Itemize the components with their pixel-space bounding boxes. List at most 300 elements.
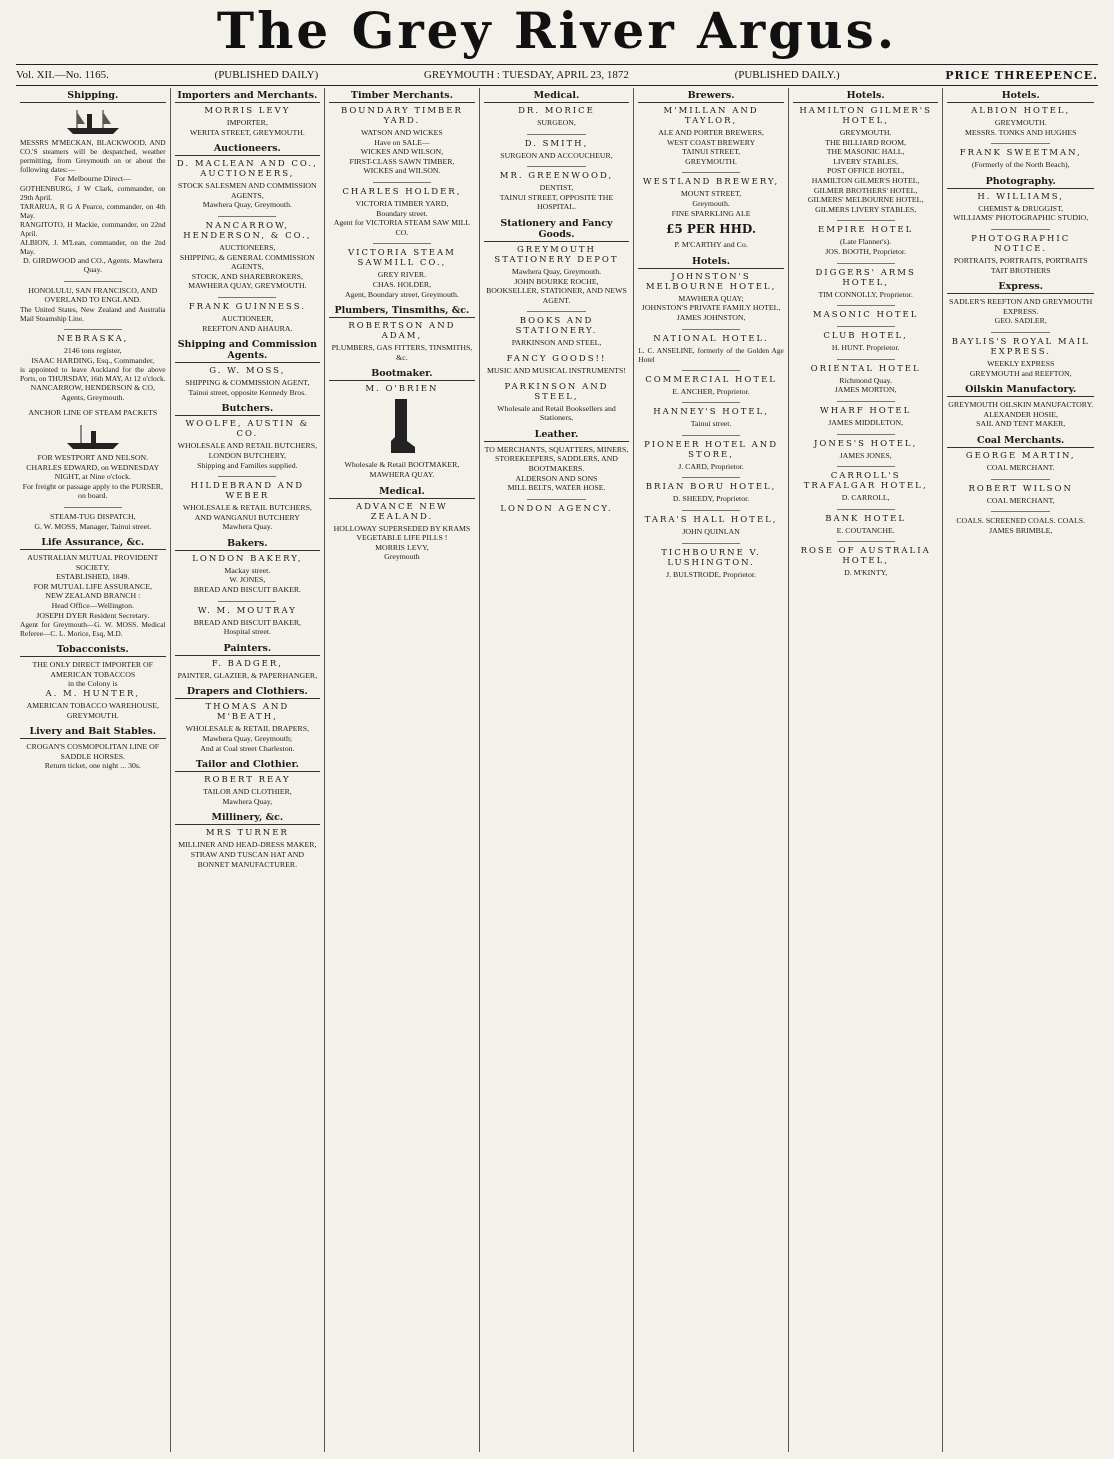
ad-text: MILLINER AND HEAD-DRESS MAKER, — [178, 840, 317, 850]
ad-oriental-hotel — [793, 364, 939, 395]
ad-title: WHARF HOTEL — [820, 405, 912, 416]
separator — [837, 305, 895, 306]
ad-text: Wholesale & Retail BOOTMAKER, — [344, 460, 460, 470]
ad-text: E. ANCHER, Proprietor. — [672, 386, 750, 396]
separator — [837, 220, 895, 221]
section-head-hotels: Hotels. — [793, 90, 939, 103]
ad-title: GREYMOUTH STATIONERY DEPOT — [494, 244, 619, 265]
ad-text: AUCTIONEERS, — [219, 242, 276, 252]
ad-title: CLUB HOTEL, — [823, 331, 908, 342]
ad-text: LIVERY STABLES, — [833, 156, 899, 166]
ad-text: FIRST-CLASS SAWN TIMBER, — [349, 156, 455, 166]
ad-text: PAINTER, GLAZIER, & PAPERHANGER, — [177, 670, 318, 680]
ad-title: HANNEY'S HOTEL, — [653, 407, 769, 418]
ad-text: JOHN QUINLAN — [682, 526, 740, 536]
separator — [218, 601, 276, 602]
ad-amp — [20, 553, 166, 638]
volume-number: Vol. XII.—No. 1165. — [16, 69, 109, 81]
ad-moss — [175, 366, 321, 397]
ad-title: A. M. HUNTER, — [45, 689, 141, 700]
ad-text: PARKINSON AND STEEL, — [511, 338, 602, 348]
ad-london-bakery — [175, 554, 321, 595]
ad-text: CHARLES EDWARD, on WEDNESDAY NIGHT, at Nine o'clock. — [26, 462, 160, 482]
ad-text: D. M'KINTY, — [844, 568, 888, 578]
ad-martin — [947, 451, 1094, 473]
ad-text: L. C. ANSELINE, formerly of the Golden Age Hotel — [638, 345, 784, 364]
ad-title: JOHNSTON'S MELBOURNE HOTEL, — [645, 271, 777, 292]
section-head-importers: Importers and Merchants. — [175, 90, 321, 103]
ad-text: Agent for VICTORIA STEAM SAW MILL CO. — [333, 218, 471, 237]
ad-text: ESTABLISHED, 1849. — [56, 572, 130, 582]
ad-title: EMPIRE HOTEL — [818, 225, 914, 236]
ad-title: PIONEER HOTEL AND STORE, — [644, 439, 779, 460]
ad-title: NATIONAL HOTEL. — [653, 333, 769, 344]
section-head-hotels: Hotels. — [638, 256, 784, 269]
ad-price-highlight: £5 PER HHD. — [666, 222, 757, 237]
ad-title: MR. GREENWOOD, — [499, 171, 614, 182]
ad-text: JAMES BRIMBLE, — [989, 525, 1053, 535]
ad-guinness — [175, 302, 321, 333]
published-left: (PUBLISHED DAILY) — [214, 69, 319, 81]
ad-title: ANCHOR LINE OF STEAM PACKETS — [28, 408, 158, 418]
ad-books — [484, 316, 630, 348]
ad-text: Return ticket, one night ... 30s. — [44, 761, 141, 771]
section-head-bakers: Bakers. — [175, 538, 321, 551]
ad-text: THE ONLY DIRECT IMPORTER OF AMERICAN TOBACCOS — [32, 660, 154, 679]
ad-brimble — [947, 516, 1094, 535]
ad-text: GOTHENBURG, J W Clark, commander, on 29th April. — [20, 183, 166, 202]
ad-text: WHOLESALE & RETAIL DRAPERS, — [185, 724, 310, 734]
ad-text: D. SHEEDY, Proprietor. — [672, 494, 750, 504]
ad-title: NEBRASKA, — [57, 333, 129, 344]
ad-text: (Formerly of the North Beach), — [971, 160, 1070, 170]
ad-text: D. GIRDWOOD and CO., Agents. Mawhera Quay. — [22, 255, 163, 275]
ad-national-hotel — [638, 334, 784, 364]
section-head-oilskin: Oilskin Manufactory. — [947, 384, 1094, 397]
ad-brian-boru-hotel — [638, 482, 784, 504]
ad-title: BOUNDARY TIMBER YARD. — [340, 106, 463, 126]
separator — [837, 401, 895, 402]
ad-joness-hotel — [793, 439, 939, 461]
ad-text: Shipping and Families supplied. — [197, 460, 298, 470]
ad-title: MORRIS LEVY — [204, 106, 291, 116]
ad-text: SURGEON, — [537, 118, 576, 127]
separator — [682, 172, 740, 173]
ad-text: in the Colony is — [67, 679, 118, 689]
ad-london-agency — [484, 504, 630, 514]
ad-text: G. W. MOSS, Manager, Tainui street. — [34, 521, 152, 531]
ad-text: The United States, New Zealand and Australia Mail Steamship Line. — [20, 304, 166, 323]
place-date: GREYMOUTH : TUESDAY, APRIL 23, 1872 — [423, 69, 629, 81]
ad-text: JAMES JOHNSTON, — [676, 312, 746, 322]
separator — [837, 509, 895, 510]
ad-text: WEST COAST BREWERY — [667, 137, 756, 147]
ad-tait-brothers — [947, 234, 1094, 275]
section-head-hotels: Hotels. — [947, 90, 1094, 103]
ad-title: TO MERCHANTS, SQUATTERS, MINERS, STOREKEEPERS, SADDLERS, AND BOOTMAKERS. — [484, 444, 629, 473]
ad-text: HOLLOWAY SUPERSEDED BY KRAMS VEGETABLE LIFE PILLS ! — [333, 523, 471, 543]
ad-text: IMPORTER, — [226, 118, 268, 127]
ad-victoria-sawmill — [329, 248, 475, 299]
ad-text: BREAD AND BISCUIT BAKER, — [193, 617, 301, 627]
ad-title: CARROLL'S TRAFALGAR HOTEL, — [803, 471, 928, 492]
ad-text: NANCARROW, HENDERSON & CO, Agents, Greymouth. — [30, 383, 155, 402]
ad-text: GREYMOUTH. — [685, 156, 737, 166]
separator — [527, 134, 585, 135]
ad-title: JONES'S HOTEL, — [813, 438, 918, 449]
ad-text: SHIPPING, & GENERAL COMMISSION AGENTS, — [179, 252, 315, 272]
ad-title: D. MACLEAN AND CO., AUCTIONEERS, — [176, 159, 318, 180]
ad-text: Mawhera Quay. — [222, 522, 273, 532]
ad-title: THOMAS AND M'BEATH, — [205, 702, 290, 723]
ad-text: Mawhera Quay, Greymouth. — [202, 200, 292, 210]
ad-text: Mawhera Quay, Greymouth; — [202, 734, 293, 744]
ad-carrolls-hotel — [793, 471, 939, 503]
ad-hildebrand — [175, 481, 321, 532]
separator — [218, 216, 276, 217]
separator — [682, 477, 740, 478]
separator — [682, 329, 740, 330]
ad-text: (Late Flanner's). — [840, 237, 892, 247]
ad-text: ALBION, J. M'Lean, commander, on the 2nd May. — [20, 237, 166, 256]
ad-text: MOUNT STREET, — [680, 189, 742, 199]
ad-text: GREYMOUTH and REEFTON, — [969, 368, 1072, 378]
ad-text: Mawhera Quay, — [222, 796, 273, 806]
masthead — [0, 0, 1114, 62]
ad-text: Head Office—Wellington. — [51, 601, 134, 611]
separator — [682, 435, 740, 436]
column-5 — [634, 88, 789, 1452]
ad-title: TICHBOURNE V. LUSHINGTON. — [661, 547, 761, 568]
ad-title: WESTLAND BREWERY, — [642, 177, 780, 188]
ad-title: FANCY GOODS!! — [506, 353, 607, 364]
ad-text: JAMES MORTON, — [834, 385, 897, 395]
ad-text: TAINUI STREET, OPPOSITE THE HOSPITAL. — [499, 192, 614, 212]
ad-title: NANCARROW, HENDERSON, & CO., — [183, 220, 312, 241]
separator — [682, 370, 740, 371]
ad-title: VICTORIA STEAM SAWMILL CO., — [348, 248, 456, 269]
ad-text: Tainui street. — [690, 419, 732, 429]
ad-text: AMERICAN TOBACCO WAREHOUSE, GREYMOUTH. — [26, 701, 159, 720]
ad-title: COMMERCIAL HOTEL — [645, 374, 777, 385]
ad-text: POST OFFICE HOTEL, — [827, 166, 905, 176]
ad-text: is appointed to leave Auckland for the above Ports, on THURSDAY, 16th MAY, At 12 o'clock. — [20, 365, 166, 384]
steamship-icon — [63, 106, 123, 136]
ad-smith — [484, 139, 630, 161]
separator — [682, 402, 740, 403]
ad-text: MUSIC AND MUSICAL INSTRUMENTS! — [486, 365, 626, 375]
ad-title: F. BADGER, — [211, 658, 283, 669]
ad-hamilton-gilmer — [793, 106, 939, 214]
ad-text: 2146 tons register, — [64, 345, 122, 355]
ad-title: GREYMOUTH OILSKIN MANUFACTORY. — [948, 400, 1094, 410]
section-head-tobacco: Tobacconists. — [20, 644, 166, 657]
section-head-life: Life Assurance, &c. — [20, 537, 166, 550]
ad-mmeckan — [20, 138, 166, 275]
ad-williams — [947, 192, 1094, 223]
ad-text: D. CARROLL, — [841, 493, 890, 503]
separator — [837, 466, 895, 467]
ad-title: BRIAN BORU HOTEL, — [645, 482, 777, 493]
ad-mbeath — [175, 702, 321, 753]
section-head-tailor: Tailor and Clothier. — [175, 759, 321, 772]
ad-text: ALE AND PORTER BREWERS, — [658, 128, 764, 137]
ad-text: VICTORIA TIMBER YARD, — [355, 198, 449, 208]
ad-bank-hotel — [793, 514, 939, 536]
ad-title: CHARLES HOLDER, — [342, 186, 462, 197]
ad-title: DIGGERS' ARMS HOTEL, — [815, 267, 916, 288]
ad-text: BREAD AND BISCUIT BAKER. — [193, 585, 301, 595]
ad-text: Mawhera Quay, Greymouth. — [511, 266, 602, 276]
column-1 — [16, 88, 171, 1452]
ad-title: ALBION HOTEL, — [971, 106, 1071, 116]
ad-text: THE MASONIC HALL, — [826, 147, 905, 157]
ad-text: Greymouth — [384, 552, 420, 562]
section-head-livery: Livery and Bait Stables. — [20, 726, 166, 739]
ad-morice — [484, 106, 630, 128]
ad-club-hotel — [793, 331, 939, 353]
separator — [527, 499, 585, 500]
ad-johnstons-hotel — [638, 272, 784, 323]
ad-wilson — [947, 484, 1094, 506]
ad-text: TAINUI STREET, — [681, 147, 741, 157]
section-head-millinery: Millinery, &c. — [175, 812, 321, 825]
column-7 — [943, 88, 1098, 1452]
ad-text: SURGEON AND ACCOUCHEUR, — [500, 150, 613, 160]
ad-title: FRANK SWEETMAN, — [959, 148, 1082, 159]
steamship-icon — [63, 421, 123, 451]
ad-text: JOHNSTON'S PRIVATE FAMILY HOTEL, — [641, 303, 781, 313]
ad-text: HAMILTON GILMER'S HOTEL, — [811, 175, 920, 185]
ad-text: JOS. BOOTH, Proprietor. — [825, 246, 907, 256]
ad-text: GILMER BROTHERS' HOTEL, — [813, 185, 918, 195]
ad-text: WHOLESALE AND RETAIL BUTCHERS, — [177, 441, 318, 451]
ad-text: NEW ZEALAND BRANCH : — [45, 591, 141, 601]
section-head-brewers: Brewers. — [638, 90, 784, 103]
ad-text: WERITA STREET, GREYMOUTH. — [189, 127, 305, 137]
ad-text: REEFTON AND AHAURA. — [202, 323, 293, 333]
ad-text: WICKES AND WILSON, — [360, 147, 444, 157]
ad-robertson-adam — [329, 321, 475, 362]
section-head-shipping-agents: Shipping and Commission Agents. — [175, 339, 321, 363]
separator — [837, 263, 895, 264]
section-head-bootmaker: Bootmaker. — [329, 368, 475, 381]
ad-title: LONDON BAKERY, — [192, 553, 303, 564]
separator — [991, 229, 1050, 230]
separator — [682, 543, 740, 544]
ad-text: MAWHERA QUAY, GREYMOUTH. — [188, 281, 307, 291]
separator — [373, 243, 431, 244]
ad-title: ORIENTAL HOTEL — [810, 363, 921, 374]
section-head-leather: Leather. — [484, 429, 630, 442]
ad-text: Wholesale and Retail Booksellers and Stationers, — [497, 403, 616, 423]
ad-baylis-express — [947, 337, 1094, 378]
ad-holder — [329, 187, 475, 237]
ad-title: ADVANCE NEW ZEALAND. — [356, 501, 448, 522]
ad-tichbourne — [638, 548, 784, 580]
ad-title: DR. MORICE — [518, 106, 595, 116]
ad-text: GILMERS' MELBOURNE HOTEL, — [807, 195, 924, 205]
section-head-stationery: Stationery and Fancy Goods. — [484, 218, 630, 242]
ad-oilskin — [947, 400, 1094, 429]
ad-title: ROBERTSON AND ADAM, — [348, 321, 456, 342]
ad-title: HILDEBRAND AND WEBER — [190, 481, 305, 502]
ad-text: THE BILLIARD ROOM, — [825, 137, 907, 147]
separator — [64, 507, 122, 508]
ad-text: Agent for Greymouth—G. W. MOSS. Medical Referee—C. L. Morice, Esq, M.D. — [20, 620, 166, 639]
separator — [218, 476, 276, 477]
dateline — [16, 66, 1098, 84]
ad-title: MASONIC HOTEL — [812, 310, 919, 321]
ad-title: PHOTOGRAPHIC NOTICE. — [971, 233, 1071, 254]
separator — [837, 434, 895, 435]
ad-title: CROGAN'S COSMOPOLITAN LINE OF SADDLE HORSES. — [26, 742, 160, 761]
section-head-painters: Painters. — [175, 643, 321, 656]
ad-text: J. BULSTRODE, Proprietor. — [666, 569, 756, 579]
ad-text: JOSEPH DYER Resident Secretary. — [36, 610, 150, 620]
ad-honolulu — [20, 286, 166, 323]
newspaper-title: The Grey River Argus. — [216, 1, 898, 60]
ad-text: CHAS. HOLDER, — [372, 279, 432, 289]
published-right: (PUBLISHED DAILY.) — [734, 69, 840, 81]
ad-text: PLUMBERS, GAS FITTERS, TINSMITHS, &c. — [331, 343, 473, 362]
ad-advance — [329, 502, 475, 562]
ad-text: WICKES and WILSON. — [363, 166, 441, 176]
separator — [837, 359, 895, 360]
section-head-shipping: Shipping. — [20, 90, 166, 103]
ad-text: Greymouth. — [692, 198, 730, 208]
ad-text: JAMES MIDDLETON, — [828, 417, 904, 427]
separator — [218, 297, 276, 298]
ad-mmillan-taylor — [638, 106, 784, 166]
ad-text: Boundary street. — [376, 208, 428, 218]
ad-taras-hall-hotel — [638, 515, 784, 537]
ad-title: D. SMITH, — [524, 138, 589, 149]
ad-text: ALDERSON AND SONS — [515, 473, 598, 483]
section-head-butchers: Butchers. — [175, 403, 321, 416]
ad-title: PARKINSON AND STEEL, — [504, 381, 609, 402]
ad-text: RANGITOTO, H Mackie, commander, on 22nd April. — [20, 219, 166, 238]
ad-rose-australia — [793, 546, 939, 578]
column-4 — [480, 88, 635, 1452]
ad-text: Richmond Quay. — [839, 375, 893, 385]
ad-crogan — [20, 742, 166, 771]
ad-fancy-goods — [484, 354, 630, 376]
separator — [64, 329, 122, 330]
separator — [991, 332, 1050, 333]
ad-title: STEAM-TUG DISPATCH, — [50, 511, 136, 521]
ad-text: Hospital street. — [223, 627, 271, 637]
ad-obrien — [329, 384, 475, 479]
ad-title: AUSTRALIAN MUTUAL PROVIDENT SOCIETY. — [27, 553, 159, 572]
ad-text: P. M'CARTHY and Co. — [674, 240, 748, 250]
ad-levy — [175, 106, 321, 137]
ad-empire-hotel — [793, 225, 939, 256]
ad-text: TAIT BROTHERS — [990, 265, 1051, 275]
separator — [991, 511, 1050, 512]
separator — [527, 311, 585, 312]
ad-text: WHOLESALE & RETAIL BUTCHERS, — [182, 503, 312, 513]
ad-stationery-depot — [484, 245, 630, 305]
ad-text: SAIL AND TENT MAKER, — [976, 419, 1066, 429]
ad-title: H. WILLIAMS, — [977, 191, 1065, 202]
ad-text: J. CARD, Proprietor. — [678, 461, 744, 471]
ad-moutray — [175, 606, 321, 637]
ad-text: STOCK, AND SHAREBROKERS, — [191, 271, 303, 281]
ad-text: GREYMOUTH. — [839, 128, 892, 137]
ad-text: Tainui street, opposite Kennedy Bros. — [188, 387, 307, 397]
ad-title: MRS TURNER — [205, 828, 289, 839]
ad-title: W. M. MOUTRAY — [197, 605, 297, 616]
ad-text: LONDON BUTCHERY, — [208, 450, 287, 460]
ad-text: Have on SALE— — [374, 137, 430, 147]
ad-title: ROSE OF AUSTRALIA HOTEL, — [800, 546, 931, 567]
ad-title: G. W. MOSS, — [209, 366, 286, 377]
top-rule — [16, 64, 1098, 65]
ad-text: GREYMOUTH. — [994, 118, 1047, 127]
ad-text: TIM CONNOLLY, Proprietor. — [818, 289, 913, 299]
ad-text: HONOLULU, SAN FRANCISCO, AND OVERLAND TO ENGLAND. — [28, 285, 158, 305]
ad-title: COALS. SCREENED COALS. COALS. — [956, 516, 1086, 526]
section-head-timber: Timber Merchants. — [329, 90, 475, 103]
ad-westland-brewery — [638, 177, 784, 249]
ad-text: FOR MUTUAL LIFE ASSURANCE, — [33, 581, 152, 591]
ad-reay — [175, 775, 321, 806]
ad-title: GEORGE MARTIN, — [965, 450, 1076, 461]
ad-text: For Melbourne Direct— — [54, 174, 131, 183]
ad-text: MESSRS. TONKS AND HUGHES — [964, 127, 1077, 137]
ad-text: E. COUTANCHE. — [836, 525, 895, 535]
ad-commercial-hotel — [638, 375, 784, 397]
ad-text: FINE SPARKLING ALE — [671, 208, 751, 218]
ad-text: AUCTIONEER, — [221, 313, 274, 323]
ad-title: HAMILTON GILMER'S HOTEL, — [799, 106, 932, 126]
ad-text: PORTRAITS, PORTRAITS, PORTRAITS — [953, 255, 1088, 265]
ad-text: For freight or passage apply to the PURSER, on board. — [22, 481, 163, 501]
separator — [64, 281, 122, 282]
ad-text: SHIPPING & COMMISSION AGENT, — [185, 378, 310, 388]
ad-text: CHEMIST & DRUGGIST, — [978, 203, 1064, 213]
ad-hunter — [20, 660, 166, 720]
ad-text: W. JONES, — [229, 575, 266, 585]
ad-text: GILMERS LIVERY STABLES, — [815, 204, 917, 214]
ad-title: ROBERT REAY — [204, 775, 291, 786]
ad-title: SADLER'S REEFTON AND GREYMOUTH EXPRESS. — [949, 297, 1093, 316]
ad-text: TAILOR AND CLOTHIER, — [202, 787, 292, 797]
boot-icon — [387, 397, 417, 457]
ad-woolfe — [175, 419, 321, 470]
ad-title: M'MILLAN AND TAYLOR, — [663, 106, 759, 126]
section-head-medical: Medical. — [329, 486, 475, 499]
section-head-plumbers: Plumbers, Tinsmiths, &c. — [329, 305, 475, 318]
ad-text: MAWHERA QUAY. — [369, 469, 435, 479]
ad-text: STRAW AND TUSCAN HAT AND BONNET MANUFACTURER. — [190, 850, 305, 869]
separator — [837, 326, 895, 327]
columns — [16, 88, 1098, 1452]
ad-text: DENTIST, — [539, 183, 574, 193]
ad-text: TARARUA, R G A Pearce, commander, on 4th May. — [20, 201, 166, 220]
ad-text: JOHN BOURKE ROCHE, — [514, 276, 599, 286]
ad-sadler-express — [947, 297, 1094, 326]
ad-text: BOOKSELLER, STATIONER, AND NEWS AGENT. — [486, 286, 627, 305]
ad-maclean — [175, 159, 321, 210]
ad-sweetman — [947, 148, 1094, 170]
ad-title: TARA'S HALL HOTEL, — [644, 514, 778, 525]
ad-boundary-timber — [329, 106, 475, 176]
ad-steam-tug — [20, 512, 166, 531]
ad-title: FRANK GUINNESS. — [188, 301, 306, 312]
ad-text: MORRIS LEVY, — [375, 542, 429, 552]
